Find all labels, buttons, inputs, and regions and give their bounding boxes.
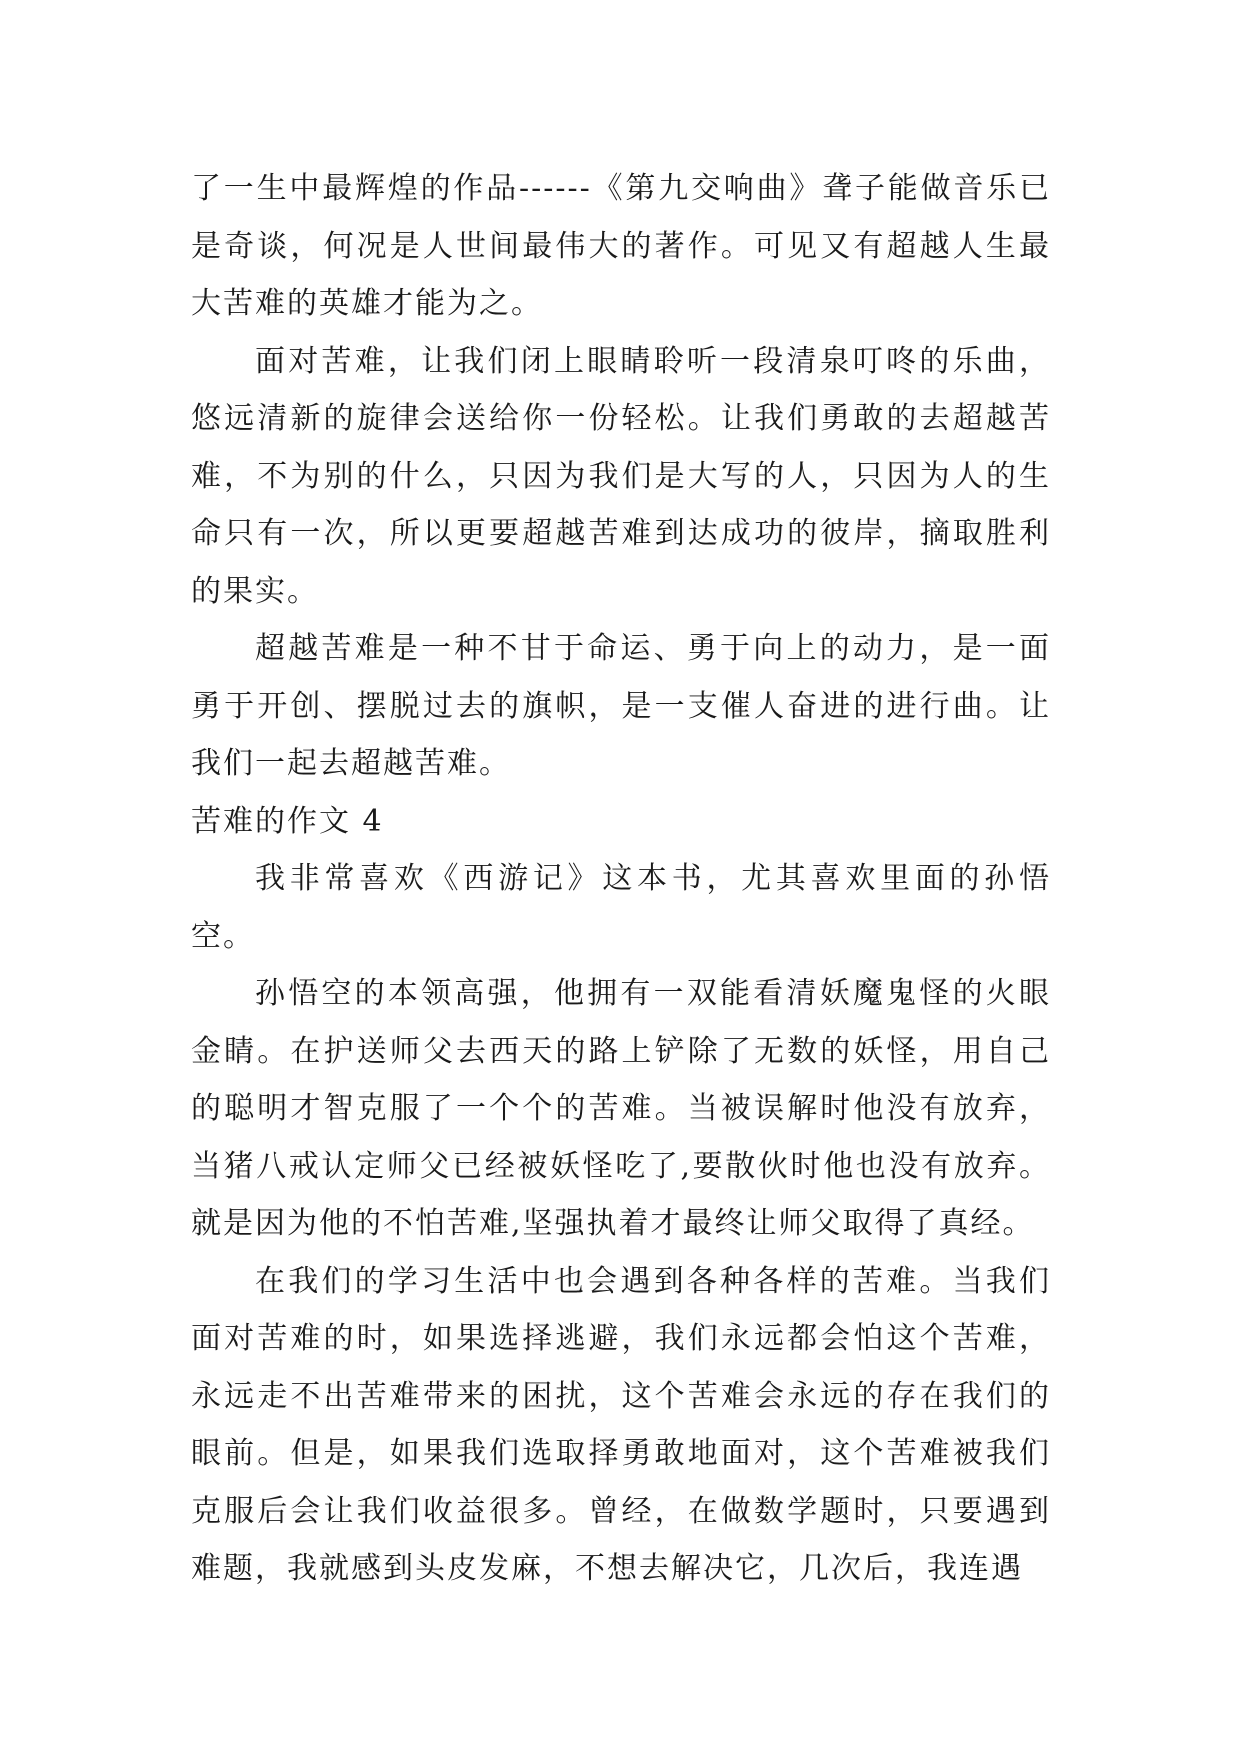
- paragraph-continuation: 了一生中最辉煌的作品------《第九交响曲》聋子能做音乐已是奇谈，何况是人世间最伟大的著作。可见又有超越人生最大苦难的英雄才能为之。: [191, 171, 1051, 321]
- paragraph-overcome-hardship: 超越苦难是一种不甘于命运、勇于向上的动力，是一面勇于开创、摆脱过去的旗帜，是一支催人奋进的进行曲。让我们一起去超越苦难。: [191, 631, 1051, 781]
- paragraph-face-hardship: 面对苦难，让我们闭上眼睛聆听一段清泉叮咚的乐曲，悠远清新的旋律会送给你一份轻松。让我们勇敢的去超越苦难，不为别的什么，只因为我们是大写的人，只因为人的生命只有一次，所以更要超越苦难到达成功的彼岸，摘取胜利的果实。: [191, 343, 1051, 609]
- document-body: [191, 160, 1051, 1598]
- paragraph-study-life: 在我们的学习生活中也会遇到各种各样的苦难。当我们面对苦难的时，如果选择逃避，我们永远都会怕这个苦难，永远走不出苦难带来的困扰，这个苦难会永远的存在我们的眼前。但是，如果我们选取择勇敢地面对，这个苦难被我们克服后会让我们收益很多。曾经，在做数学题时，只要遇到难题，我就感到头皮发麻，不想去解决它，几次后，我连遇: [191, 1263, 1051, 1586]
- paragraph-sun-wukong: 孙悟空的本领高强，他拥有一双能看清妖魔鬼怪的火眼金睛。在护送师父去西天的路上铲除了无数的妖怪，用自己的聪明才智克服了一个个的苦难。当被误解时他没有放弃，当猪八戒认定师父已经被妖怪吃了,要散伙时他也没有放弃。就是因为他的不怕苦难,坚强执着才最终让师父取得了真经。: [191, 976, 1051, 1241]
- paragraph-journey-to-west: 我非常喜欢《西游记》这本书，尤其喜欢里面的孙悟空。: [191, 861, 1051, 954]
- section-heading: 苦难的作文 4: [191, 803, 384, 839]
